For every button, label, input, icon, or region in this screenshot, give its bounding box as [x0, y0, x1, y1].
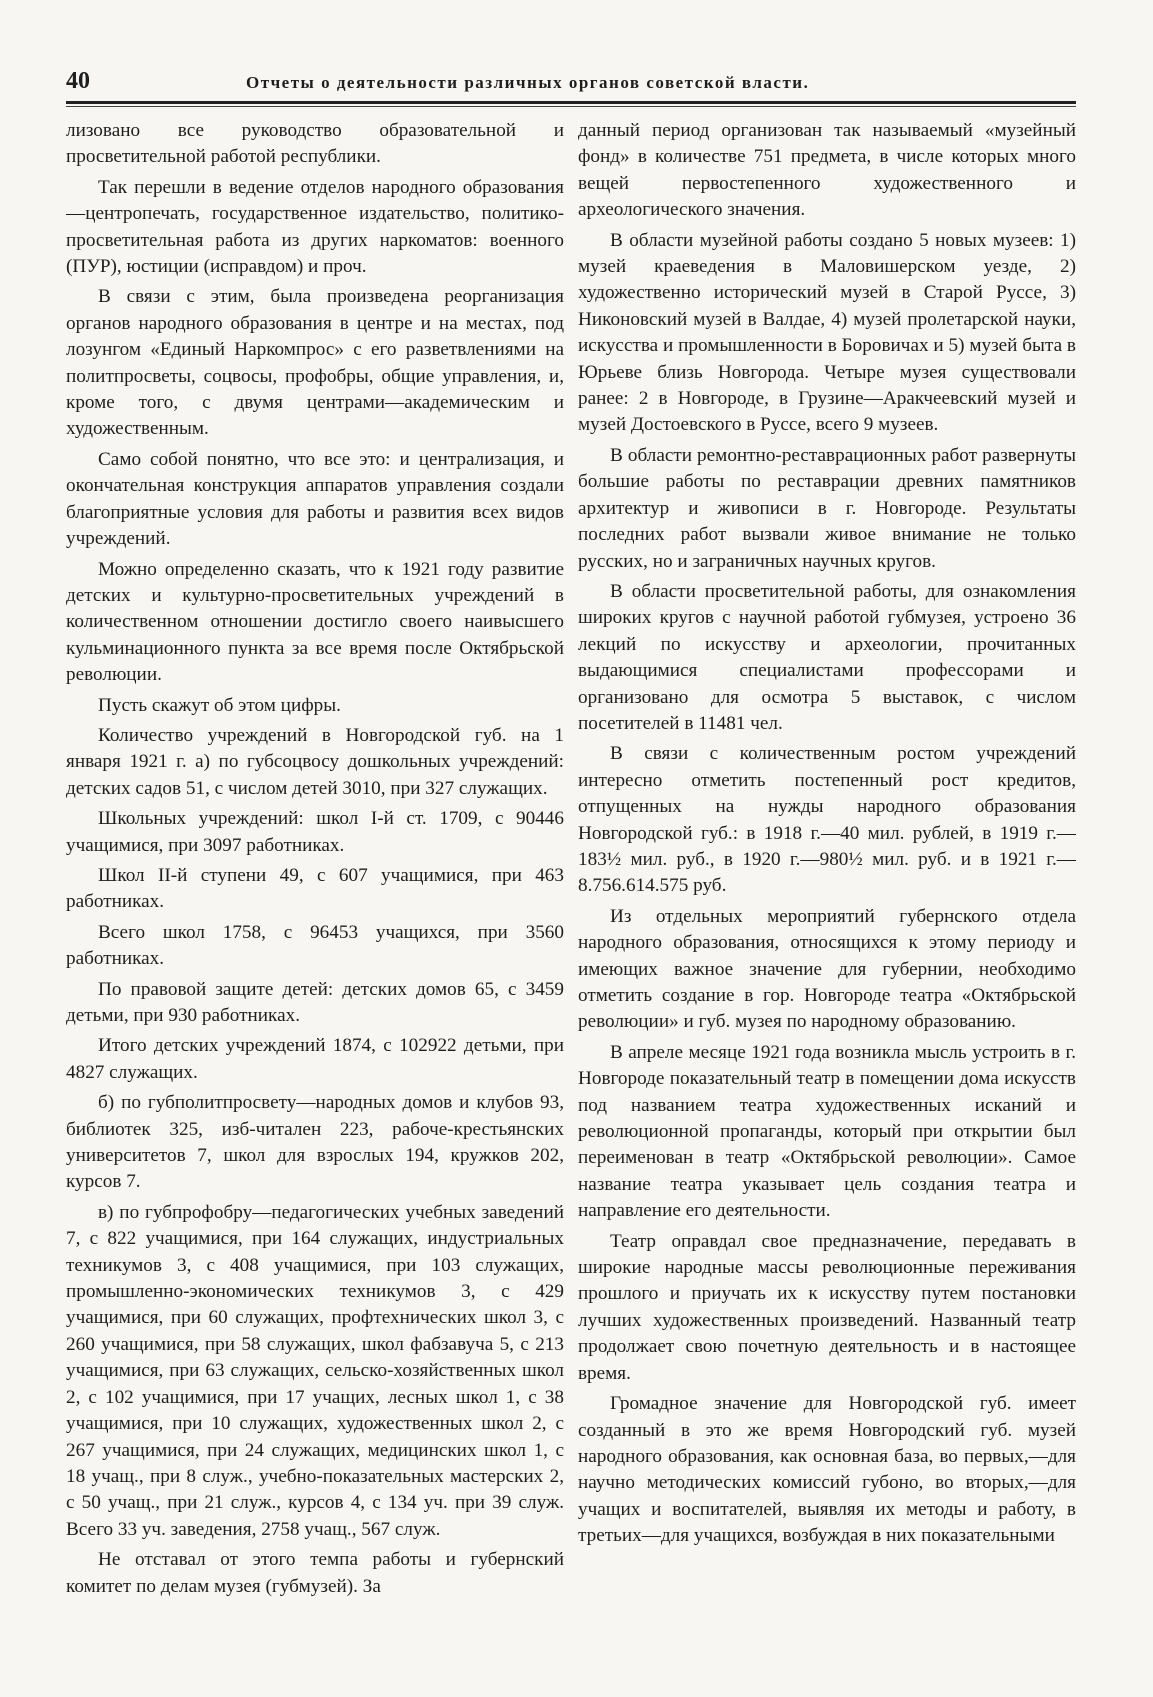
paragraph: Само собой понятно, что все это: и централизация, и окончательная конструкция аппаратов управления создали благоприятные условия для работы и развития всех видов учреждений.: [66, 448, 564, 550]
paragraph: В области ремонтно-реставрационных работ развернуты большие работы по реставрации древних памятников архитектур и живописи в г. Новгороде. Результаты последних работ вызвали живое внимание не только русских, но и заграничных научных кругов.: [578, 444, 1076, 572]
paragraph: Итого детских учреждений 1874, с 102922 детьми, при 4827 служащих.: [66, 1035, 564, 1083]
paragraph: В связи с количественным ростом учреждений интересно отметить постепенный рост кредитов, отпущенных на нужды народного образования Новгородской губ.: в 1918 г.—40 мил. рублей, в 1919 г.—183½ мил. руб., в 1920 г.—980½ мил. руб. и в 1921 г.—8.756.614.575 руб.: [578, 743, 1076, 897]
paragraph: Театр оправдал свое предназначение, передавать в широкие народные массы революционные переживания прошлого и приучать их к искусству путем постановки лучших художественных произведений. Названный театр продолжает свою почетную деятельность и в настоящее время.: [578, 1230, 1076, 1384]
right-column: [578, 118, 1076, 1678]
paragraph: В апреле месяце 1921 года возникла мысль устроить в г. Новгороде показательный театр в помещении дома искусств под названием театра художественных исканий и революционной пропаганды, который при открытии был переименован в театр «Октябрьской революции». Самое название театра указывает цель создания театра и направление его деятельности.: [578, 1041, 1076, 1222]
page-number: 40: [66, 68, 90, 94]
paragraph: Школьных учреждений: школ I-й ст. 1709, с 90446 учащимися, при 3097 работниках.: [66, 808, 564, 856]
paragraph: В области музейной работы создано 5 новых музеев: 1) музей краеведения в Маловишерском уезде, 2) художественно исторический музей в Старой Руссе, 3) Никоновский музей в Валдае, 4) музей пролетарской науки, искусства и промышленности в Боровичах и 5) музей быта в Юрьеве близь Новгорода. Четыре музея существовали ранее: 2 в Новгороде, в Грузине—Аракчеевский музей и музей Достоевского в Руссе, всего 9 музеев.: [578, 229, 1076, 436]
paragraph: Не отставал от этого темпа работы и губернский комитет по делам музея (губмузей). За: [66, 1549, 564, 1597]
paragraph: данный период организован так называемый «музейный фонд» в количестве 751 предмета, в числе которых много вещей первостепенного художественного и археологического значения.: [578, 120, 1076, 221]
paragraph: в) по губпрофобру—педагогических учебных заведений 7, с 822 учащимися, при 164 служащих, индустриальных техникумов 3, с 408 учащимися, при 103 служащих, промышленно-экономических техникумов 3, с 429 учащимися, при 60 служащих, профтехнических школ 3, с 260 учащимися, при 58 служащих, школ фабзавуча 5, с 213 учащимися, при 63 служащих, сельско-хозяйственных школ 2, с 102 учащимися, при 17 учащих, лесных школ 1, с 38 учащимися, при 10 служащих, художественных школ 2, с 267 учащимися, при 24 служащих, медицинских школ 1, с 18 учащ., при 8 служ., учебно-показательных мастерских 2, с 50 учащ., при 21 служ., курсов 4, с 134 уч. при 39 служ. Всего 33 уч. заведения, 2758 учащ., 567 служ.: [66, 1201, 564, 1540]
paragraph: В области просветительной работы, для ознакомления широких кругов с научной работой губмузея, устроено 36 лекций по искусству и археологии, прочитанных выдающимися специалистами профессорами и организовано для осмотра 5 выставок, с числом посетителей в 11481 чел.: [578, 580, 1076, 734]
page-header: [66, 68, 1076, 98]
paragraph: В связи с этим, была произведена реорганизация органов народного образования в центре и на местах, под лозунгом «Единый Наркомпрос» с его разветвлениями на политпросветы, соцвосы, профобры, общие управления, и, кроме того, с двумя центрами—академическим и художественным.: [66, 286, 564, 440]
header-rule-thin: [66, 106, 1076, 107]
paragraph: Количество учреждений в Новгородской губ. на 1 января 1921 г. а) по губсоцвосу дошкольных учреждений: детских садов 51, с числом детей 3010, при 327 служащих.: [66, 724, 564, 799]
header-rule: [66, 101, 1076, 104]
paragraph: Всего школ 1758, с 96453 учащихся, при 3560 работниках.: [66, 921, 564, 970]
paragraph: По правовой защите детей: детских домов 65, с 3459 детьми, при 930 работниках.: [66, 978, 564, 1026]
paragraph: лизовано все руководство образовательной и просветительной работой республики.: [66, 120, 564, 168]
paragraph: Пусть скажут об этом цифры.: [98, 694, 341, 716]
paragraph: Можно определенно сказать, что к 1921 году развитие детских и культурно-просветительных учреждений в количественном отношении достигло своего наивысшего кульминационного пункта за все время после Октябрьской революции.: [66, 558, 564, 686]
running-title: Отчеты о деятельности различных органов советской власти.: [246, 73, 810, 92]
paragraph: б) по губполитпросвету—народных домов и клубов 93, библиотек 325, изб-читален 223, рабоче-крестьянских университетов 7, школ для взрослых 194, кружков 202, курсов 7.: [66, 1092, 564, 1193]
paragraph: Громадное значение для Новгородской губ. имеет созданный в это же время Новгородский губ. музей народного образования, как основная база, во первых,—для научно методических комиссий губоно, во вторых,—для учащих и воспитателей, выявляя их методы и работу, в третьих—для учащихся, возбуждая в них показательными: [578, 1393, 1076, 1547]
paragraph: Школ II-й ступени 49, с 607 учащимися, при 463 работниках.: [66, 864, 564, 913]
paragraph: Из отдельных мероприятий губернского отдела народного образования, относящихся к этому периоду и имеющих важное значение для губернии, необходимо отметить создание в гор. Новгороде театра «Октябрьской революции» и губ. музея по народному образованию.: [578, 905, 1076, 1033]
left-column: [66, 118, 564, 1678]
paragraph: Так перешли в ведение отделов народного образования —центропечать, государственное издательство, политико-просветительная работа из других наркоматов: военного (ПУР), юстиции (исправдом) и проч.: [66, 176, 564, 278]
